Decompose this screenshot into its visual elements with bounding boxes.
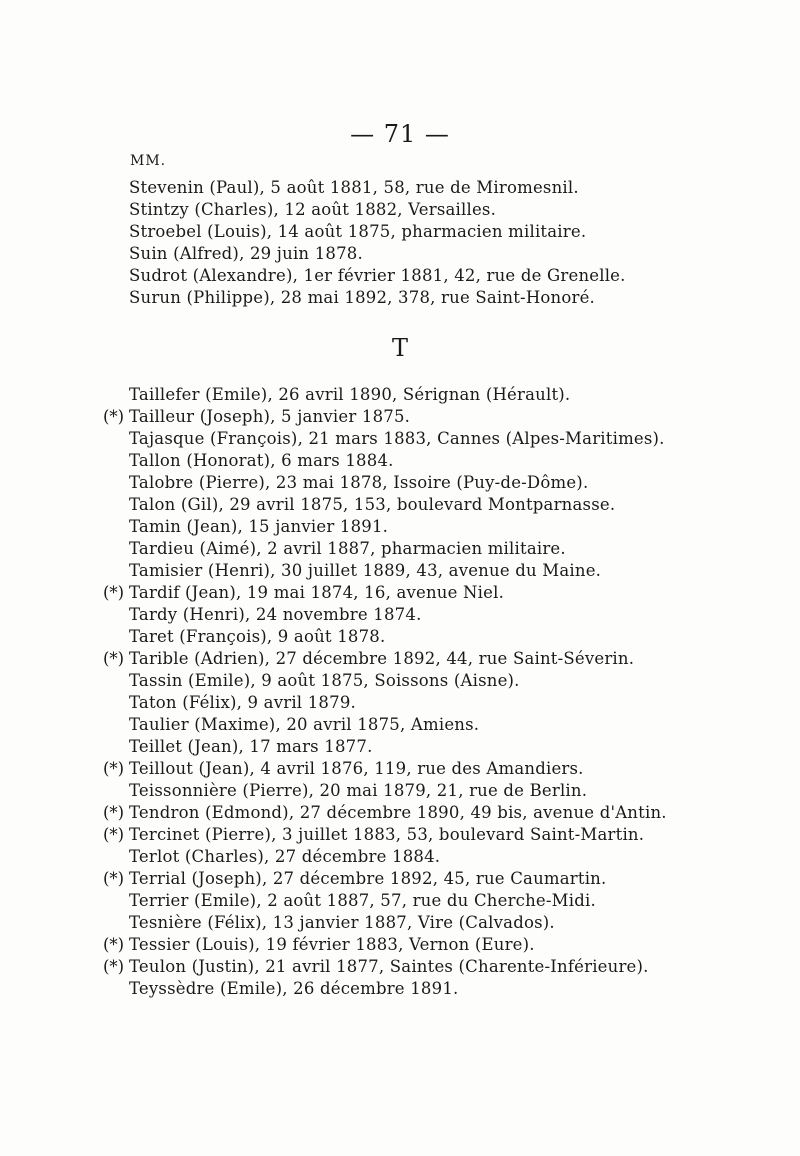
list-item [0, 287, 800, 309]
entry-text: Talobre (Pierre), 23 mai 1878, Issoire (Puy-de-Dôme). [129, 473, 589, 492]
list-item [0, 692, 800, 714]
list-item [0, 648, 800, 670]
list-item [0, 956, 800, 978]
list-item [0, 450, 800, 472]
list-item [0, 199, 800, 221]
entry-text: Teillout (Jean), 4 avril 1876, 119, rue des Amandiers. [129, 759, 584, 778]
entry-text: Taillefer (Emile), 26 avril 1890, Sérignan (Hérault). [129, 385, 571, 404]
entry-text: Sudrot (Alexandre), 1er février 1881, 42, rue de Grenelle. [129, 266, 626, 285]
list-item [0, 934, 800, 956]
entry-text: Teissonnière (Pierre), 20 mai 1879, 21, rue de Berlin. [129, 781, 588, 800]
list-item [0, 824, 800, 846]
entry-marker: (*) [103, 407, 125, 426]
list-item [0, 670, 800, 692]
list-item [0, 626, 800, 648]
entry-text: Tassin (Emile), 9 août 1875, Soissons (Aisne). [129, 671, 520, 690]
list-item [0, 714, 800, 736]
list-item [0, 406, 800, 428]
entry-text: Surun (Philippe), 28 mai 1892, 378, rue Saint-Honoré. [129, 288, 595, 307]
entry-text: Stintzy (Charles), 12 août 1882, Versailles. [129, 200, 497, 219]
list-item [0, 265, 800, 287]
entry-text: Suin (Alfred), 29 juin 1878. [129, 244, 363, 263]
entry-text: Teillet (Jean), 17 mars 1877. [129, 737, 373, 756]
entry-text: Tajasque (François), 21 mars 1883, Cannes (Alpes-Maritimes). [129, 429, 665, 448]
entry-text: Stroebel (Louis), 14 août 1875, pharmacien militaire. [129, 222, 587, 241]
list-item [0, 802, 800, 824]
entry-text: Terrier (Emile), 2 août 1887, 57, rue du Cherche-Midi. [129, 891, 596, 910]
entry-text: Taton (Félix), 9 avril 1879. [129, 693, 356, 712]
list-item [0, 177, 800, 199]
honorific-prefix: MM. [130, 153, 167, 169]
list-item [0, 428, 800, 450]
list-item [0, 978, 800, 1000]
list-item [0, 758, 800, 780]
entry-text: Taret (François), 9 août 1878. [129, 627, 386, 646]
entry-marker: (*) [103, 935, 125, 954]
entry-marker: (*) [103, 957, 125, 976]
entry-text: Tercinet (Pierre), 3 juillet 1883, 53, boulevard Saint-Martin. [129, 825, 645, 844]
list-item [0, 890, 800, 912]
entry-marker: (*) [103, 825, 125, 844]
entry-text: Terlot (Charles), 27 décembre 1884. [129, 847, 441, 866]
entry-text: Tessier (Louis), 19 février 1883, Vernon (Eure). [129, 935, 535, 954]
entry-text: Taulier (Maxime), 20 avril 1875, Amiens. [129, 715, 480, 734]
list-item [0, 604, 800, 626]
list-item [0, 868, 800, 890]
entry-text: Tesnière (Félix), 13 janvier 1887, Vire (Calvados). [129, 913, 555, 932]
section-letter: T [391, 334, 408, 362]
list-item [0, 582, 800, 604]
list-item [0, 384, 800, 406]
list-item [0, 912, 800, 934]
entry-text: Tallon (Honorat), 6 mars 1884. [129, 451, 394, 470]
entry-text: Terrial (Joseph), 27 décembre 1892, 45, rue Caumartin. [129, 869, 607, 888]
list-item [0, 560, 800, 582]
entry-text: Teulon (Justin), 21 avril 1877, Saintes (Charente-Inférieure). [129, 957, 649, 976]
page-number: — 71 — [350, 120, 450, 148]
entry-text: Tarible (Adrien), 27 décembre 1892, 44, rue Saint-Séverin. [129, 649, 635, 668]
list-item [0, 846, 800, 868]
entry-text: Tendron (Edmond), 27 décembre 1890, 49 bis, avenue d'Antin. [129, 803, 667, 822]
entry-text: Teyssèdre (Emile), 26 décembre 1891. [129, 979, 459, 998]
entry-text: Tamisier (Henri), 30 juillet 1889, 43, avenue du Maine. [129, 561, 602, 580]
entry-marker: (*) [103, 649, 125, 668]
list-item [0, 780, 800, 802]
entry-marker: (*) [103, 583, 125, 602]
entry-marker: (*) [103, 759, 125, 778]
entry-text: Tardif (Jean), 19 mai 1874, 16, avenue Niel. [129, 583, 505, 602]
list-item [0, 516, 800, 538]
entry-text: Talon (Gil), 29 avril 1875, 153, boulevard Montparnasse. [129, 495, 616, 514]
list-item [0, 472, 800, 494]
entry-text: Tailleur (Joseph), 5 janvier 1875. [129, 407, 411, 426]
entry-text: Tardy (Henri), 24 novembre 1874. [129, 605, 422, 624]
entry-text: Tardieu (Aimé), 2 avril 1887, pharmacien militaire. [129, 539, 566, 558]
entry-text: Tamin (Jean), 15 janvier 1891. [129, 517, 389, 536]
list-item [0, 221, 800, 243]
entry-marker: (*) [103, 803, 125, 822]
entry-marker: (*) [103, 869, 125, 888]
list-item [0, 494, 800, 516]
list-item [0, 243, 800, 265]
list-item [0, 538, 800, 560]
list-item [0, 736, 800, 758]
entry-text: Stevenin (Paul), 5 août 1881, 58, rue de Miromesnil. [129, 178, 579, 197]
